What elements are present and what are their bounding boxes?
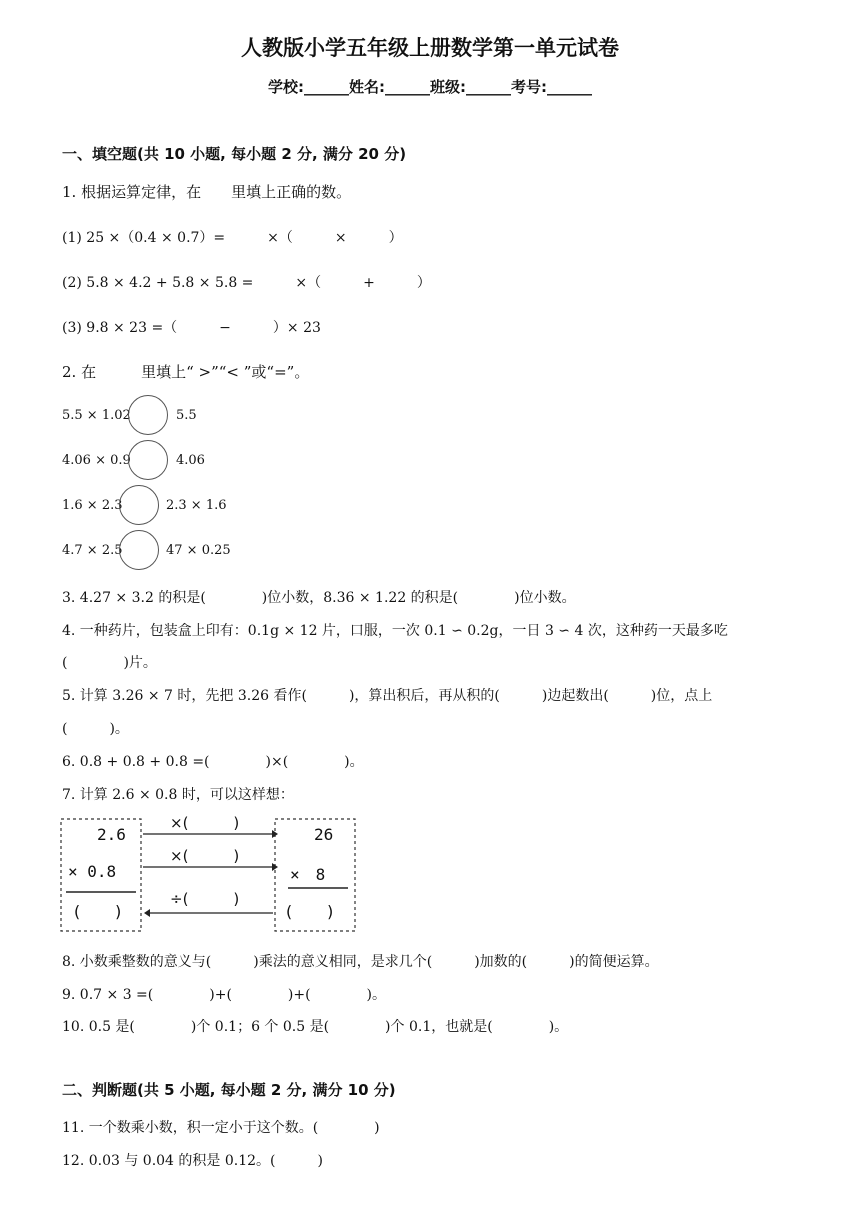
q10: 10. 0.5 是( )个 0.1；6 个 0.5 是( )个 0.1，也就是( )。 xyxy=(62,1019,569,1035)
q2-row3-right: 2.3 × 1.6 xyxy=(166,498,227,513)
q2-row1-left: 5.5 × 1.02 xyxy=(62,408,131,423)
q7-right-result: ( ) xyxy=(284,902,336,921)
q7-arrow3-label: ÷( ) xyxy=(170,890,240,908)
q2-row2-answer-circle[interactable] xyxy=(128,440,168,480)
student-info-line: 学校:______姓名:______班级:______考号:______ xyxy=(268,78,592,96)
q6: 6. 0.8 + 0.8 + 0.8 =( )×( )。 xyxy=(62,754,364,770)
q2-row3-left: 1.6 × 2.3 xyxy=(62,498,123,513)
q1-part3: (3) 9.8 × 23 =（ − ）× 23 xyxy=(62,320,321,336)
q12: 12. 0.03 与 0.04 的积是 0.12。( ) xyxy=(62,1153,323,1169)
q2-row1-right: 5.5 xyxy=(176,408,197,423)
q7-arrow1-label: ×( ) xyxy=(170,814,240,832)
q7-left-result: ( ) xyxy=(72,902,124,921)
q7-right-mult: × 8 xyxy=(290,865,326,884)
q11: 11. 一个数乘小数，积一定小于这个数。( ) xyxy=(62,1120,380,1136)
q7-left-top: 2.6 xyxy=(97,825,126,844)
q7-arrow2-label: ×( ) xyxy=(170,847,240,865)
q4-line1: 4. 一种药片，包装盒上印有：0.1g × 12 片，口服，一次 0.1 ∽ 0.2g，一日 3 ∽ 4 次，这种药一天最多吃 xyxy=(62,623,728,639)
q2-row4-left: 4.7 × 2.5 xyxy=(62,543,123,558)
q5-line2: ( )。 xyxy=(62,721,129,737)
q2-row2-left: 4.06 × 0.9 xyxy=(62,453,131,468)
section2-heading: 二、判断题(共 5 小题, 每小题 2 分, 满分 10 分) xyxy=(62,1081,396,1099)
page-title: 人教版小学五年级上册数学第一单元试卷 xyxy=(241,36,619,60)
q2-row2-right: 4.06 xyxy=(176,453,205,468)
q5-line1: 5. 计算 3.26 × 7 时，先把 3.26 看作( )，算出积后，再从积的( )边起数出( )位，点上 xyxy=(62,688,713,704)
q7-right-top: 26 xyxy=(314,825,334,844)
q7-left-mult: × 0.8 xyxy=(68,862,117,881)
q1-part1: (1) 25 ×（0.4 × 0.7）= ×（ × ） xyxy=(62,230,403,246)
q7-stem: 7. 计算 2.6 × 0.8 时，可以这样想： xyxy=(62,787,294,803)
q2-stem: 2. 在 里填上“ >”“< ”或“=”。 xyxy=(62,363,310,381)
q2-row1-answer-circle[interactable] xyxy=(128,395,168,435)
q2-row4-right: 47 × 0.25 xyxy=(166,543,231,558)
q1-stem: 1. 根据运算定律，在 里填上正确的数。 xyxy=(62,183,352,201)
q1-part2: (2) 5.8 × 4.2 + 5.8 × 5.8 = ×（ + ） xyxy=(62,275,431,291)
q2-row3-answer-circle[interactable] xyxy=(119,485,159,525)
q2-row4-answer-circle[interactable] xyxy=(119,530,159,570)
q3: 3. 4.27 × 3.2 的积是( )位小数，8.36 × 1.22 的积是( )位小数。 xyxy=(62,590,576,606)
q8: 8. 小数乘整数的意义与( )乘法的意义相同，是求几个( )加数的( )的简便运算。 xyxy=(62,954,659,970)
section1-heading: 一、填空题(共 10 小题, 每小题 2 分, 满分 20 分) xyxy=(62,145,407,163)
q4-line2: ( )片。 xyxy=(62,655,157,671)
q9: 9. 0.7 × 3 =( )+( )+( )。 xyxy=(62,987,387,1003)
q7-arrow3-head-icon xyxy=(144,909,150,917)
